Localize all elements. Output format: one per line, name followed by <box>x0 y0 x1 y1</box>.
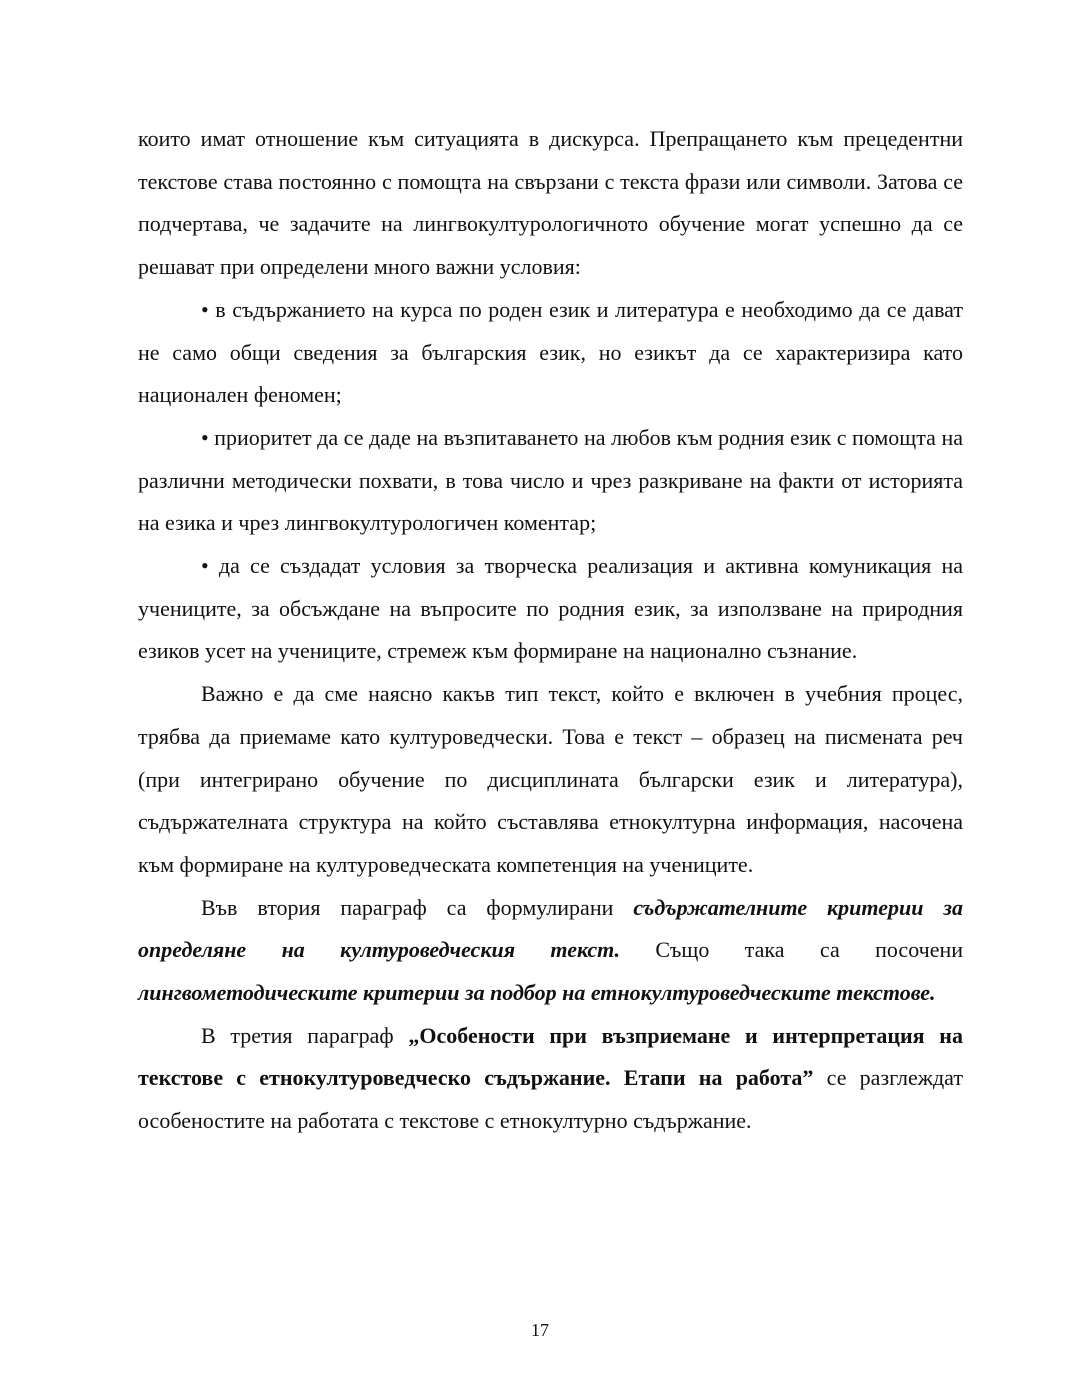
paragraph-1: които имат отношение към ситуацията в дискурса. Препращането към прецедентни текстове става постоянно с помощта на свързани с текста фрази или символи. Затова се подчертава, че задачите на лингвокултурологичното обучение могат успешно да се решават при определени много важни условия: <box>138 126 963 280</box>
bullet-item-2: • приоритет да се даде на възпитаването на любов към родния език с помощта на различни методически похвати, в това число и чрез разкриване на факти от историята на езика и чрез лингвокултурологичен коментар; <box>138 424 963 536</box>
text-run: Във втория параграф са формулирани <box>201 894 634 920</box>
emphasis-section-title: „Особености при възприемане и интерпретация на текстове с етнокултуроведческо съдържание. Етапи на работа” <box>138 1022 963 1091</box>
page-number: 17 <box>531 1320 549 1340</box>
emphasis-content-criteria: съдържателните критерии за определяне на културоведческия текст. <box>138 894 964 963</box>
text-run: В третия параграф <box>201 1022 409 1048</box>
paragraph-second-section <box>138 887 963 1015</box>
paragraph-text-type: Важно е да сме наясно какъв тип текст, който е включен в учебния процес, трябва да приемаме като културоведчески. Това е текст – образец на писмената реч (при интегрирано обучение по дисциплината български език и литература), съдържателната структура на който съставлява етнокултурна информация, насочена към формиране на културоведческата компетенция на учениците. <box>138 681 963 877</box>
bullet-item-1: • в съдържанието на курса по роден език и литература е необходимо да се дават не само общи сведения за българския език, но езикът да се характеризира като национален феномен; <box>138 296 963 408</box>
text-run: Също така са посочени <box>619 937 964 963</box>
text-run: се разглеждат особеностите на работата с текстове с етнокултурно съдържание. <box>138 1065 963 1134</box>
bullet-item-3: • да се създадат условия за творческа реализация и активна комуникация на учениците, за обсъждане на въпросите по родния език, за използване на природния езиков усет на учениците, стремеж към формиране на национално съзнание. <box>138 553 963 664</box>
body-text <box>138 118 963 1143</box>
emphasis-method-criteria: лингвометодическите критерии за подбор на етнокултуроведческите текстове. <box>138 980 936 1006</box>
paragraph-third-section <box>138 1015 963 1143</box>
